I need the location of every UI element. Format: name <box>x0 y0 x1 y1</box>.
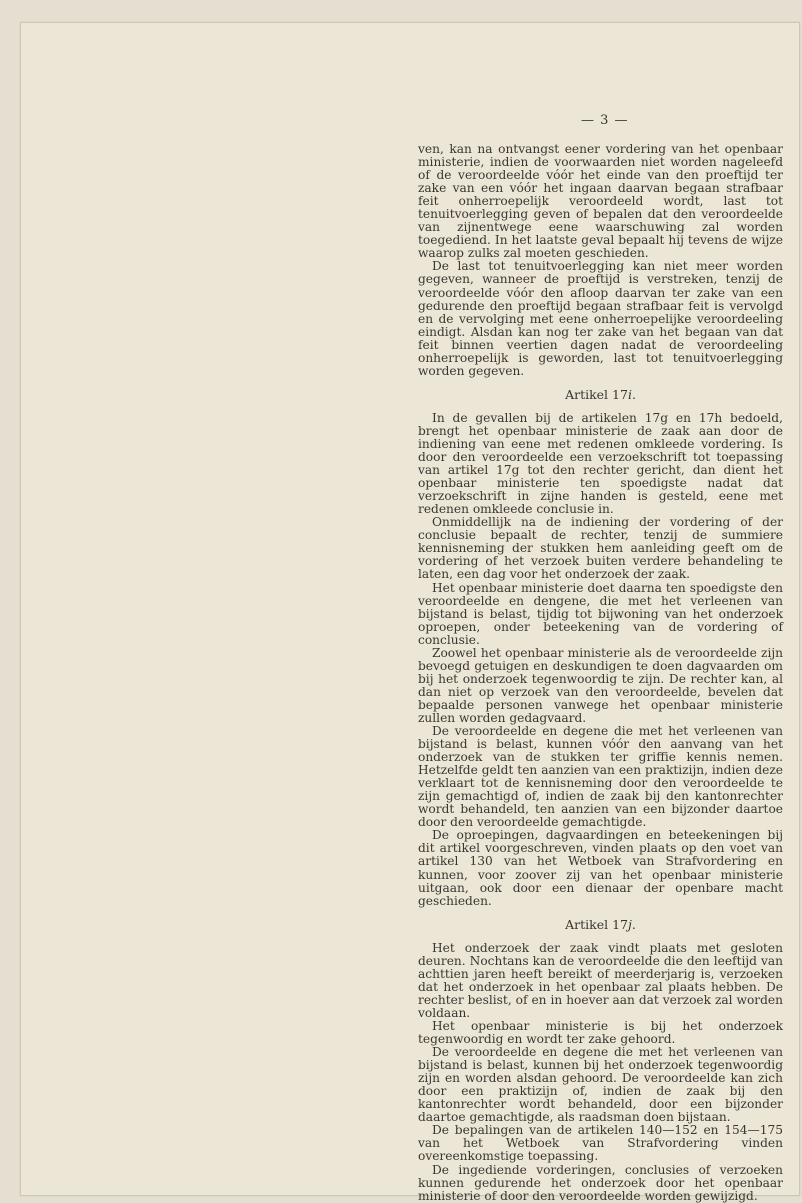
paragraph: Onmiddellijk na de indiening der vordering of der conclusie bepaalt de rechter, tenzij de summiere kennisneming der stukken hem aanleiding geeft om de vordering of het verzoek buiten verdere behandeling te laten, een dag voor het onderzoek der zaak. <box>418 515 783 582</box>
paragraph: Het openbaar ministerie doet daarna ten spoedigste den veroordeelde en dengene, die met het verleenen van bijstand is belast, tijdig tot bijwoning van het onderzoek oproepen, onder beteekening van de vordering of conclusie. <box>418 580 783 647</box>
text-column <box>418 143 783 1203</box>
paragraph: Het onderzoek der zaak vindt plaats met gesloten deuren. Nochtans kan de veroordeelde die den leeftijd van achttien jaren heeft bereikt of meerderjarig is, verzoeken dat het onderzoek in het openbaar zal plaats hebben. De rechter beslist, of en in hoever aan dat verzoek zal worden voldaan. <box>418 940 783 1020</box>
paragraph: Zoowel het openbaar ministerie als de veroordeelde zijn bevoegd getuigen en deskundigen te doen dagvaarden om bij het onderzoek tegenwoordig te zijn. De rechter kan, al dan niet op verzoek van den veroordeelde, bevelen dat bepaalde personen vanwege het openbaar ministerie zullen worden gedagvaard. <box>418 645 783 725</box>
paragraph: In de gevallen bij de artikelen 17g en 17h bedoeld, brengt het openbaar ministerie de zaak aan door de indiening van eene met redenen omkleede vordering. Is door den veroordeelde een verzoekschrift tot toepassing van artikel 17g tot den rechter gericht, dan dient het openbaar ministerie ten spoedigste nadat dat verzoekschrift in zijne handen is gesteld, eene met redenen omkleede conclusie in. <box>418 410 783 517</box>
paragraph: De veroordeelde en degene die met het verleenen van bijstand is belast, kunnen vóór den aanvang van het onderzoek van de stukken ter griffie kennis nemen. Hetzelfde geldt ten aanzien van een praktizijn, indien deze verklaart tot de kennisneming door den veroordeelde te zijn gemachtigd of, indien de zaak bij den kantonrechter wordt behandeld, ten aanzien van een bijzonder daartoe door den veroordeelde gemachtigde. <box>418 724 783 830</box>
paragraph: De oproepingen, dagvaardingen en beteekeningen bij dit artikel voorgeschreven, vinden plaats op den voet van artikel 130 van het Wetboek van Strafvordering en kunnen, voor zoover zij van het openbaar ministerie uitgaan, ook door een dienaar der openbare macht geschieden. <box>418 828 783 908</box>
paragraph: De veroordeelde en degene die met het verleenen van bijstand is belast, kunnen bij het onderzoek tegenwoordig zijn en worden alsdan gehoord. De veroordeelde kan zich door een praktizijn of, indien de zaak bij den kantonrechter wordt behandeld, door een bijzonder daartoe gemachtigde, als raadsman doen bijstaan. <box>418 1045 783 1125</box>
paragraph: ven, kan na ontvangst eener vordering van het openbaar ministerie, indien de voorwaarden niet worden nageleefd of de veroordeelde vóór het einde van den proeftijd ter zake van een vóór het ingaan daarvan begaan strafbaar feit onherroepelijk veroordeeld wordt, last tot tenuitvoerlegging geven of bepalen dat den veroordeelde van zijnentwege eene waarschuwing zal worden toegediend. In het laatste geval bepaalt hij tevens de wijze waarop zulks zal moeten geschieden. <box>418 142 783 261</box>
paragraph: Het openbaar ministerie is bij het onderzoek tegenwoordig en wordt ter zake gehoord. <box>418 1019 783 1047</box>
article-heading-17i: Artikel 17i. <box>565 386 636 402</box>
paragraph: De last tot tenuitvoerlegging kan niet meer worden gegeven, wanneer de proeftijd is verstreken, tenzij de veroordeelde vóór den afloop daarvan ter zake van een gedurende den proeftijd begaan strafbaar feit is vervolgd en de vervolging met eene onherroepelijke veroordeeling eindigt. Alsdan kan nog ter zake van het begaan van dat feit binnen veertien dagen nadat de veroordeeling onherroepelijk is geworden, last tot tenuitvoerlegging worden gegeven. <box>418 259 783 378</box>
page-number: — 3 — <box>581 113 629 128</box>
article-heading-17j: Artikel 17j. <box>565 916 636 932</box>
paragraph: De bepalingen van de artikelen 140—152 en 154—175 van het Wetboek van Strafvordering vinden overeenkomstige toepassing. <box>418 1123 783 1164</box>
document-page <box>20 22 800 1203</box>
paragraph: De ingediende vorderingen, conclusies of verzoeken kunnen gedurende het onderzoek door het openbaar ministerie of door den veroordeelde worden gewijzigd. <box>418 1162 783 1203</box>
